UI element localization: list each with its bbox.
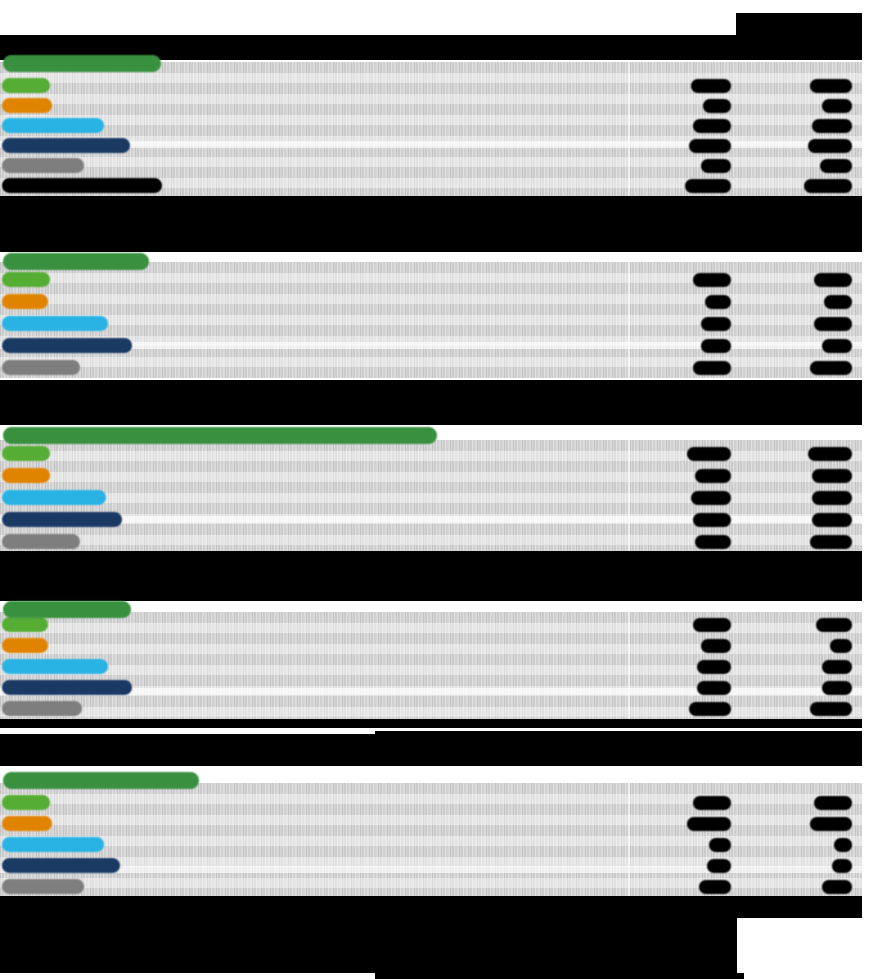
table-row <box>0 314 862 336</box>
table-row <box>0 636 862 657</box>
footer-redacted-strip <box>375 973 744 979</box>
value-1-redacted <box>703 99 731 113</box>
table-row <box>0 835 862 856</box>
value-2-redacted <box>812 491 852 505</box>
row-label-redacted <box>2 879 84 894</box>
value-1-redacted <box>693 513 731 527</box>
table-row <box>0 466 862 488</box>
table-row <box>0 877 862 898</box>
table-row <box>0 488 862 510</box>
value-1-redacted <box>695 469 731 483</box>
redaction-band <box>0 896 862 918</box>
table-row <box>0 814 862 835</box>
row-label-redacted <box>2 680 132 695</box>
value-2-redacted <box>810 702 852 716</box>
row-label-redacted <box>2 659 108 674</box>
value-1-redacted <box>701 339 731 353</box>
table-row <box>0 136 862 156</box>
value-2-redacted <box>814 273 852 287</box>
logo-redacted-box <box>736 13 862 35</box>
table-row <box>0 270 862 292</box>
table-row <box>0 856 862 877</box>
value-2-redacted <box>822 339 852 353</box>
row-label-redacted <box>2 638 48 653</box>
value-2-redacted <box>816 618 852 632</box>
section-title-redacted <box>3 253 149 270</box>
section-title-redacted <box>3 772 199 789</box>
table-row <box>0 156 862 176</box>
value-2-redacted <box>830 639 852 653</box>
value-2-redacted <box>812 513 852 527</box>
table-row <box>0 699 862 720</box>
row-label-redacted <box>2 795 50 810</box>
value-1-redacted <box>699 880 731 894</box>
value-2-redacted <box>814 796 852 810</box>
redaction-band <box>0 380 862 425</box>
value-1-redacted <box>707 859 731 873</box>
row-label-redacted <box>2 446 50 461</box>
row-label-redacted <box>2 360 80 375</box>
value-1-redacted <box>697 660 731 674</box>
value-2-redacted <box>822 660 852 674</box>
value-1-redacted <box>689 702 731 716</box>
value-2-redacted <box>822 99 852 113</box>
redaction-band <box>0 719 862 728</box>
table-row <box>0 76 862 96</box>
redaction-band <box>0 551 862 601</box>
value-1-redacted <box>691 79 731 93</box>
value-1-redacted <box>693 119 731 133</box>
row-label-redacted <box>2 178 162 193</box>
value-2-redacted <box>832 859 852 873</box>
value-1-redacted <box>693 618 731 632</box>
value-1-redacted <box>709 838 731 852</box>
value-2-redacted <box>834 838 852 852</box>
table-row <box>0 678 862 699</box>
row-label-redacted <box>2 858 120 873</box>
table-row <box>0 116 862 136</box>
section-title-redacted <box>3 427 437 444</box>
row-label-redacted <box>2 837 104 852</box>
table-row <box>0 615 862 636</box>
table-row <box>0 96 862 116</box>
value-2-redacted <box>814 317 852 331</box>
section-title-redacted <box>3 601 131 618</box>
row-label-redacted <box>2 701 82 716</box>
row-label-redacted <box>2 490 106 505</box>
row-label-redacted <box>2 338 132 353</box>
footer-redacted-block <box>0 918 737 973</box>
value-1-redacted <box>685 179 731 193</box>
table-row <box>0 358 862 380</box>
table-row <box>0 532 862 554</box>
row-label-redacted <box>2 294 48 309</box>
row-label-redacted <box>2 617 48 632</box>
value-1-redacted <box>695 535 731 549</box>
value-2-redacted <box>810 817 852 831</box>
table-row <box>0 444 862 466</box>
table-row <box>0 510 862 532</box>
value-1-redacted <box>701 639 731 653</box>
value-1-redacted <box>701 317 731 331</box>
value-2-redacted <box>822 681 852 695</box>
value-1-redacted <box>687 447 731 461</box>
value-1-redacted <box>693 796 731 810</box>
value-1-redacted <box>693 361 731 375</box>
value-2-redacted <box>822 880 852 894</box>
value-1-redacted <box>693 273 731 287</box>
value-1-redacted <box>705 295 731 309</box>
value-2-redacted <box>808 447 852 461</box>
value-1-redacted <box>697 681 731 695</box>
redaction-band <box>0 734 862 766</box>
value-2-redacted <box>810 535 852 549</box>
value-2-redacted <box>804 179 852 193</box>
value-2-redacted <box>812 469 852 483</box>
row-label-redacted <box>2 138 130 153</box>
table-row <box>0 793 862 814</box>
row-label-redacted <box>2 98 52 113</box>
table-row <box>0 292 862 314</box>
row-label-redacted <box>2 468 50 483</box>
row-label-redacted <box>2 158 84 173</box>
row-label-redacted <box>2 534 80 549</box>
value-1-redacted <box>691 491 731 505</box>
value-1-redacted <box>689 139 731 153</box>
table-row <box>0 176 862 196</box>
value-2-redacted <box>810 361 852 375</box>
value-2-redacted <box>812 119 852 133</box>
redaction-band <box>0 196 862 252</box>
value-1-redacted <box>701 159 731 173</box>
row-label-redacted <box>2 512 122 527</box>
table-row <box>0 336 862 358</box>
table-row <box>0 657 862 678</box>
value-2-redacted <box>824 295 852 309</box>
row-label-redacted <box>2 316 108 331</box>
row-label-redacted <box>2 816 52 831</box>
value-1-redacted <box>687 817 731 831</box>
value-2-redacted <box>810 79 852 93</box>
value-2-redacted <box>820 159 852 173</box>
value-2-redacted <box>808 139 852 153</box>
section-title-redacted <box>3 55 161 72</box>
row-label-redacted <box>2 118 104 133</box>
row-label-redacted <box>2 272 50 287</box>
row-label-redacted <box>2 78 50 93</box>
